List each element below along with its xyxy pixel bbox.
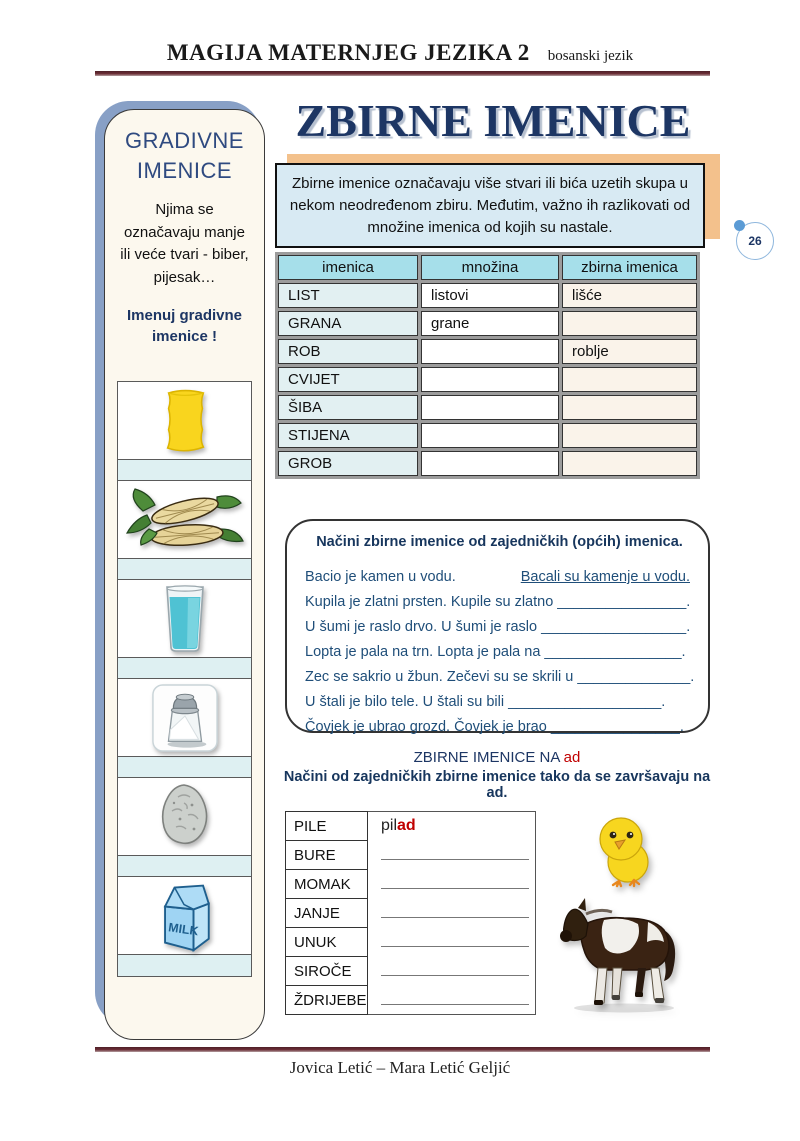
write-on-line [381,874,529,889]
fill-in-sentence: U šumi je raslo drvo. U šumi je raslo __________________. [305,619,691,635]
write-on-line [381,903,529,918]
table-row [286,957,536,986]
fill-in-sentence: Lopta je pala na trn. Lopta je pala na _________________. [305,644,686,660]
stone-icon [118,778,251,856]
cell-mnozina: grane [421,311,559,336]
cell-imenica: ROB [278,339,418,364]
cell-zbirna: lišće [562,283,697,308]
answer-cell-blank [368,870,536,899]
authors-line: Jovica Letić – Mara Letić Geljić [289,1058,511,1077]
answer-cell [368,812,536,841]
table-row [286,986,536,1015]
word-cell: JANJE [286,899,368,928]
column-header-zbirna: zbirna imenica [562,255,697,280]
sidebar-prompt: Imenuj gradivne imenice ! [126,307,243,346]
table-row [286,899,536,928]
ad-section-title [285,749,709,766]
write-on-line [381,845,529,860]
answer-stem: pil [381,817,398,835]
table-row [278,395,697,420]
table-row [286,812,536,841]
cell-zbirna-blank [562,311,697,336]
word-cell: MOMAK [286,870,368,899]
answer-cell-blank [368,957,536,986]
book-header [0,40,800,66]
sidebar-description: Njima se označavaju manje ili veće tvari - biber, pijesak… [120,201,249,286]
corn-cobs-icon [118,481,251,559]
answer-cell-blank [368,986,536,1015]
table-row [286,841,536,870]
ad-title-accent: ad [563,749,581,766]
cell-mnozina-blank [421,423,559,448]
table-row [278,339,697,364]
book-subtitle: bosanski jezik [547,48,634,64]
cell-mnozina: listovi [421,283,559,308]
table-row [278,311,697,336]
cell-mnozina-blank [421,339,559,364]
glass-of-water-icon [118,580,251,658]
sidebar-image-table [117,381,252,977]
word-cell: SIROČE [286,957,368,986]
word-cell: BURE [286,841,368,870]
word-cell: ŽDRIJEBE [286,986,368,1015]
table-header-row [278,255,697,280]
cell-zbirna-blank [562,451,697,476]
answer-cell-blank [368,928,536,957]
word-cell: PILE [286,812,368,841]
table-row [278,451,697,476]
cell-mnozina-blank [421,395,559,420]
sidebar-title: GRADIVNE IMENICE [125,128,244,183]
fill-in-sentence: U štali je bilo tele. U štali su bili ___________________. [305,694,666,710]
fill-in-sentence: Kupila je zlatni prsten. Kupile su zlatno ________________. [305,594,691,610]
fill-in-sentence: Čovjek je ubrao grozd. Čovjek je brao ________________. [305,719,684,735]
table-row [286,928,536,957]
sidebar-card [104,109,265,1040]
cell-imenica: STIJENA [278,423,418,448]
write-on-line [381,961,529,976]
cell-imenica: CVIJET [278,367,418,392]
yellow-barrel-icon [118,382,251,460]
cell-mnozina-blank [421,367,559,392]
svg-text:MILK: MILK [166,920,199,939]
example-sentence [305,565,694,590]
write-on-line [381,932,529,947]
intro-text-box: Zbirne imenice označavaju više stvari ili bića uzetih skupa u nekom neodređenom zbiru. Međutim, važno ih razlikovati od množine imenica od kojih su nastale. [275,163,705,248]
ad-words-table [285,811,536,1015]
milk-carton-icon [118,877,251,955]
column-header-mnozina: množina [421,255,559,280]
answer-strip [118,460,251,481]
exercise-box [285,519,710,733]
intro-block [275,154,721,249]
cell-mnozina-blank [421,451,559,476]
answer-suffix: ad [397,817,416,835]
answer-cell-blank [368,841,536,870]
write-on-line [381,990,529,1005]
table-row [278,423,697,448]
ad-section-instruction: Načini od zajedničkih zbirne imenice tako da se završavaju na ad. [283,769,711,801]
table-row [278,367,697,392]
cell-zbirna-blank [562,367,697,392]
page-title: ZBIRNE IMENICE [295,95,691,146]
bottom-divider-rule [95,1047,710,1052]
answer-strip [118,658,251,679]
column-header-imenica: imenica [278,255,418,280]
exercise-heading: Načini zbirne imenice od zajedničkih (općih) imenica. [316,534,683,550]
cell-imenica: GRANA [278,311,418,336]
fill-in-sentence: Zec se sakrio u žbun. Zečevi su se skrili u ______________. [305,669,695,685]
cell-zbirna: roblje [562,339,697,364]
example-left: Bacio je kamen u vodu. [305,569,456,585]
answer-strip [118,757,251,778]
cell-imenica: ŠIBA [278,395,418,420]
cell-imenica: LIST [278,283,418,308]
answer-strip [118,856,251,877]
foal-icon [552,880,692,1020]
book-title: MAGIJA MATERNJEG JEZIKA 2 [166,40,530,65]
badge-dot-icon [734,220,745,231]
ad-title-main: ZBIRNE IMENICE NA [413,749,560,766]
cell-zbirna-blank [562,423,697,448]
top-divider-rule [95,71,710,76]
cell-imenica: GROB [278,451,418,476]
answer-cell-blank [368,899,536,928]
answer-strip [118,955,251,976]
table-row [286,870,536,899]
example-answer: Bacali su kamenje u vodu. [520,569,690,585]
page-number-badge [736,222,774,260]
cell-zbirna-blank [562,395,697,420]
table-row [278,283,697,308]
page-number: 26 [748,234,762,248]
nouns-table [275,252,700,479]
salt-shaker-icon [118,679,251,757]
answer-strip [118,559,251,580]
word-cell: UNUK [286,928,368,957]
